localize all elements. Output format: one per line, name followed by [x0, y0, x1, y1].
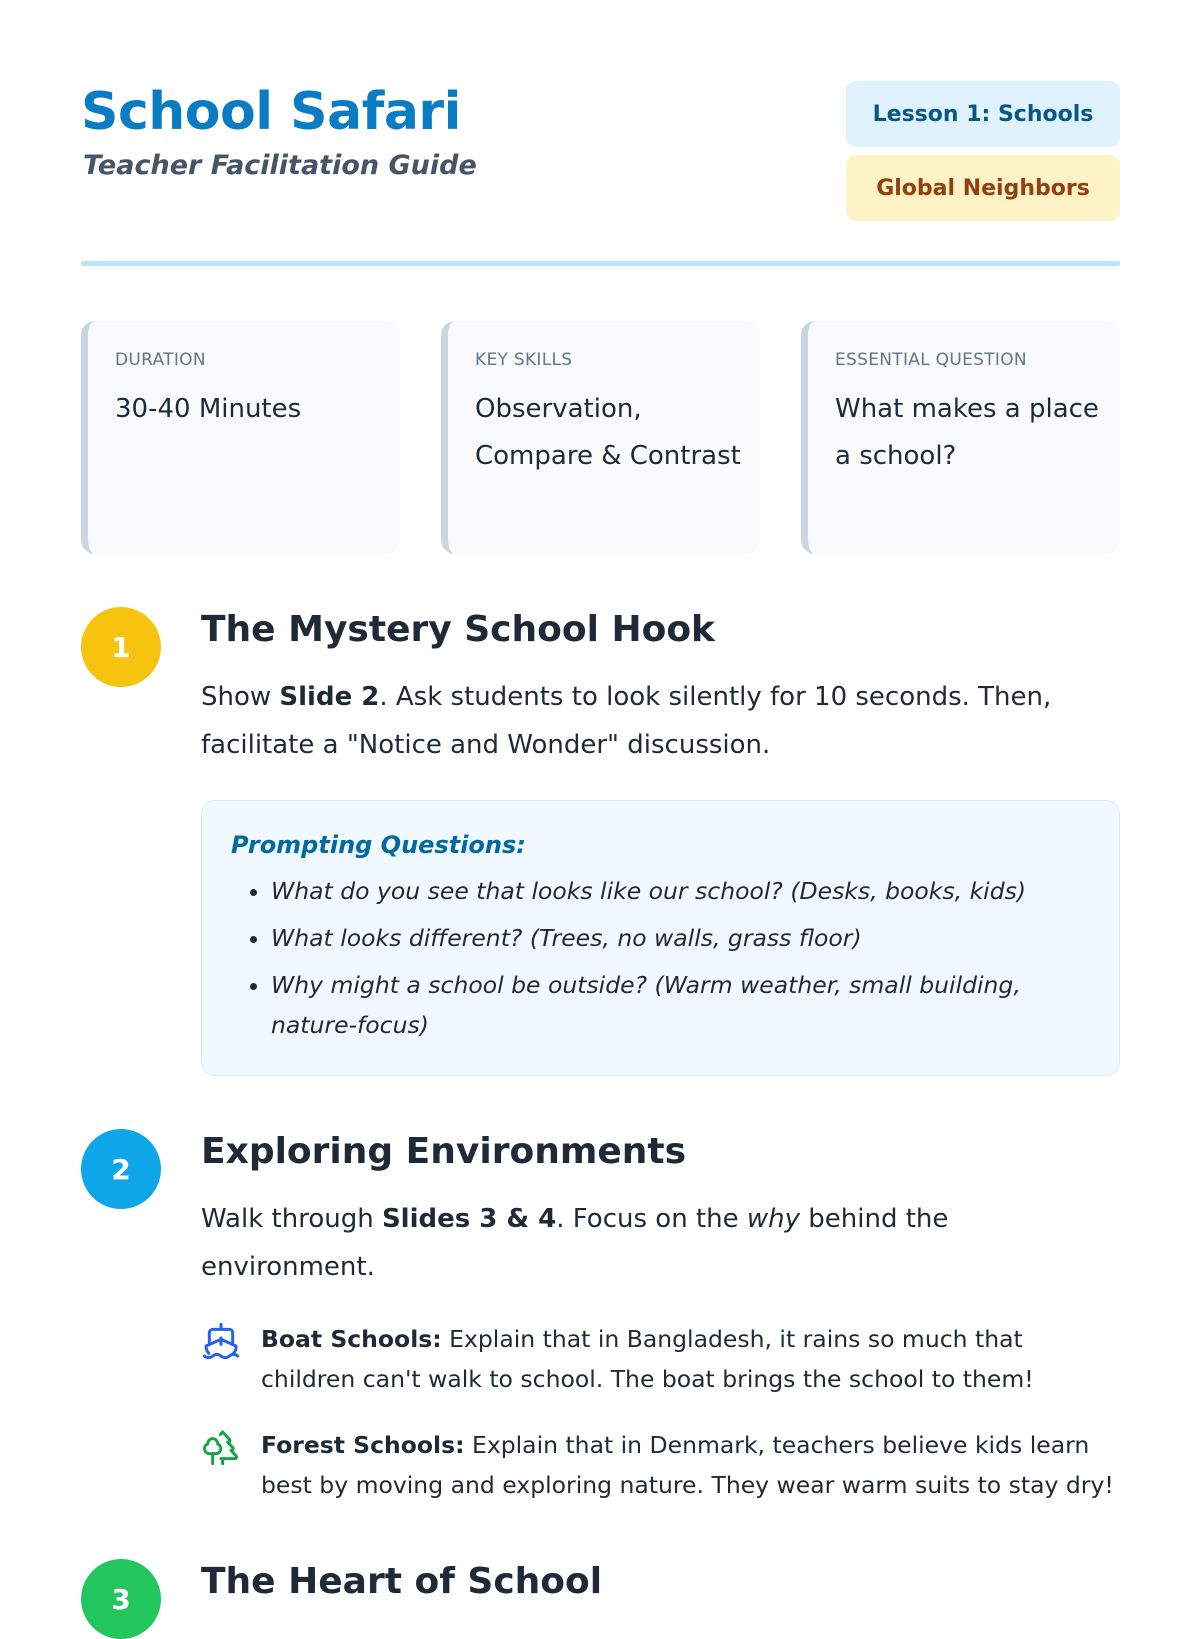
forest-schools-text: Forest Schools: Explain that in Denmark, teachers believe kids learn best by moving and exploring nature. They wear warm suits to stay dry! [261, 1431, 1114, 1499]
section-body-2: Walk through Slides 3 & 4. Focus on the why behind the environment. [201, 1204, 949, 1282]
header-divider [81, 261, 1120, 266]
key-skills-card [441, 321, 760, 554]
section-heading-3: The Heart of School [201, 1561, 603, 1602]
list-item: • What do you see that looks like our school? (Desks, books, kids) [271, 871, 1089, 911]
card-value: 30-40 Minutes [115, 394, 302, 424]
page-title: School Safari [81, 82, 461, 142]
program-badge: Global Neighbors [846, 155, 1120, 221]
prompting-questions-list [231, 871, 1089, 1045]
section-heading-2: Exploring Environments [201, 1131, 687, 1172]
list-item: • What looks different? (Trees, no walls, grass floor) [271, 918, 1089, 958]
card-value: Observation, Compare & Contrast [475, 394, 741, 471]
boat-schools-text: Boat Schools: Explain that in Bangladesh, it rains so much that children can't walk to school. The boat brings the school to them! [261, 1325, 1034, 1393]
list-item: • Why might a school be outside? (Warm weather, small building, nature-focus) [271, 965, 1089, 1045]
card-label: ESSENTIAL QUESTION [835, 350, 1027, 370]
page-subtitle: Teacher Facilitation Guide [83, 150, 477, 181]
section-body-1: Show Slide 2. Ask students to look silently for 10 seconds. Then, facilitate a "Notice and Wonder" discussion. [201, 682, 1052, 760]
step-number-2: 2 [81, 1129, 161, 1209]
lesson-badge: Lesson 1: Schools [846, 81, 1120, 147]
card-label: KEY SKILLS [475, 350, 573, 370]
card-value: What makes a place a school? [835, 394, 1099, 471]
facilitation-guide-page [81, 0, 1120, 1616]
info-cards [81, 321, 1120, 554]
section-heading-1: The Mystery School Hook [201, 609, 716, 650]
essential-question-card [801, 321, 1120, 554]
prompting-questions-title: Prompting Questions: [231, 831, 526, 859]
ship-icon [201, 1321, 241, 1361]
page-header [81, 78, 1120, 238]
trees-icon [201, 1427, 241, 1467]
step-number-1: 1 [81, 607, 161, 687]
prompting-questions-box [201, 800, 1120, 1076]
duration-card [81, 321, 400, 554]
card-label: DURATION [115, 350, 206, 370]
step-number-3: 3 [81, 1559, 161, 1639]
